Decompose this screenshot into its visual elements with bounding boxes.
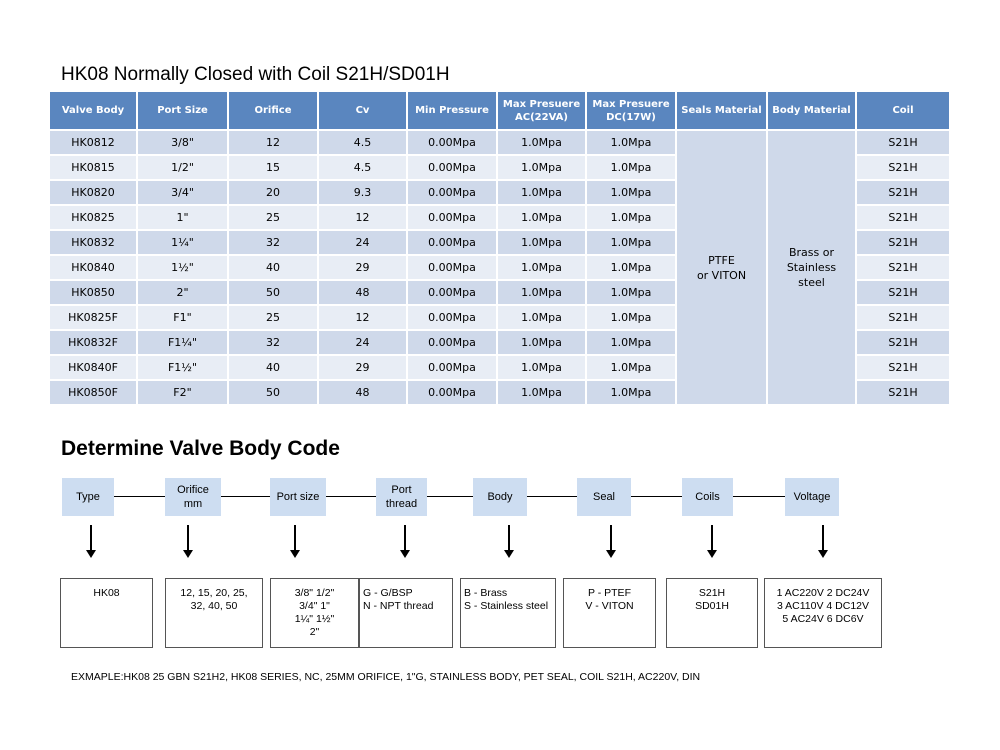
code-field-label: Port thread	[376, 478, 427, 516]
table-cell: 40	[229, 354, 319, 379]
connector-line	[733, 496, 785, 497]
arrow-down-icon	[183, 525, 193, 560]
table-cell: S21H	[857, 279, 949, 304]
table-cell: 0.00Mpa	[408, 229, 498, 254]
table-cell: 1.0Mpa	[587, 254, 677, 279]
table-cell: HK0815	[50, 154, 138, 179]
table-cell: 1.0Mpa	[587, 354, 677, 379]
column-header: Valve Body	[50, 92, 138, 129]
table-cell: HK0825F	[50, 304, 138, 329]
table-cell: 1.0Mpa	[587, 304, 677, 329]
table-cell: 25	[229, 304, 319, 329]
code-field-label: Voltage	[785, 478, 839, 516]
column-header: Max Presuere AC(22VA)	[498, 92, 587, 129]
table-cell: 25	[229, 204, 319, 229]
connector-line	[326, 496, 376, 497]
table-cell: HK0820	[50, 179, 138, 204]
code-field-label: Orifice mm	[165, 478, 221, 516]
code-option-box: 12, 15, 20, 25, 32, 40, 50	[165, 578, 263, 648]
connector-line	[631, 496, 682, 497]
code-option-box: 3/8" 1/2" 3/4" 1" 1¼" 1½" 2"	[270, 578, 359, 648]
body-material-cell: Brass or Stainless steel	[768, 129, 857, 404]
table-cell: 0.00Mpa	[408, 279, 498, 304]
table-cell: 50	[229, 279, 319, 304]
column-header: Body Material	[768, 92, 857, 129]
table-cell: S21H	[857, 304, 949, 329]
code-field-label: Type	[62, 478, 114, 516]
table-cell: 20	[229, 179, 319, 204]
table-cell: 0.00Mpa	[408, 379, 498, 404]
table-cell: HK0825	[50, 204, 138, 229]
table-cell: 1.0Mpa	[498, 354, 587, 379]
table-cell: 1.0Mpa	[498, 204, 587, 229]
code-option-box: HK08	[60, 578, 153, 648]
column-header: Min Pressure	[408, 92, 498, 129]
table-cell: 0.00Mpa	[408, 329, 498, 354]
table-cell: 4.5	[319, 129, 408, 154]
seals-material-cell: PTFE or VITON	[677, 129, 768, 404]
table-cell: 40	[229, 254, 319, 279]
table-cell: 1.0Mpa	[498, 154, 587, 179]
table-cell: 29	[319, 254, 408, 279]
table-cell: 24	[319, 329, 408, 354]
column-header: Cv	[319, 92, 408, 129]
arrow-down-icon	[290, 525, 300, 560]
table-cell: 1½"	[138, 254, 229, 279]
connector-line	[527, 496, 577, 497]
table-cell: 12	[229, 129, 319, 154]
table-cell: 3/8"	[138, 129, 229, 154]
table-cell: F1½"	[138, 354, 229, 379]
table-cell: 32	[229, 329, 319, 354]
table-cell: S21H	[857, 329, 949, 354]
table-cell: HK0850F	[50, 379, 138, 404]
table-cell: 12	[319, 204, 408, 229]
code-option-box: B - Brass S - Stainless steel	[460, 578, 556, 648]
table-cell: S21H	[857, 379, 949, 404]
table-cell: 1.0Mpa	[587, 129, 677, 154]
arrow-down-icon	[707, 525, 717, 560]
table-cell: 1/2"	[138, 154, 229, 179]
table-cell: 1.0Mpa	[587, 279, 677, 304]
code-field-label: Coils	[682, 478, 733, 516]
table-cell: F1¼"	[138, 329, 229, 354]
table-cell: HK0812	[50, 129, 138, 154]
table-cell: 1.0Mpa	[498, 329, 587, 354]
table-cell: 1.0Mpa	[587, 179, 677, 204]
column-header: Coil	[857, 92, 949, 129]
table-cell: 1.0Mpa	[587, 154, 677, 179]
table-cell: F2"	[138, 379, 229, 404]
table-cell: 50	[229, 379, 319, 404]
arrow-down-icon	[400, 525, 410, 560]
code-field-label: Port size	[270, 478, 326, 516]
code-field-label: Body	[473, 478, 527, 516]
table-cell: F1"	[138, 304, 229, 329]
table-cell: 1.0Mpa	[498, 279, 587, 304]
table-cell: S21H	[857, 154, 949, 179]
table-cell: 1.0Mpa	[587, 329, 677, 354]
table-cell: 4.5	[319, 154, 408, 179]
table-cell: 1.0Mpa	[498, 129, 587, 154]
table-cell: 9.3	[319, 179, 408, 204]
table-cell: HK0850	[50, 279, 138, 304]
table-cell: S21H	[857, 229, 949, 254]
table-cell: 48	[319, 279, 408, 304]
connector-line	[427, 496, 473, 497]
page-title: HK08 Normally Closed with Coil S21H/SD01H	[61, 64, 450, 85]
arrow-down-icon	[606, 525, 616, 560]
table-cell: 0.00Mpa	[408, 129, 498, 154]
code-option-box: S21H SD01H	[666, 578, 758, 648]
table-cell: 1.0Mpa	[498, 304, 587, 329]
table-cell: HK0840F	[50, 354, 138, 379]
table-cell: HK0840	[50, 254, 138, 279]
table-cell: 1.0Mpa	[498, 179, 587, 204]
code-option-box: 1 AC220V 2 DC24V 3 AC110V 4 DC12V 5 AC24V 6 DC6V	[764, 578, 882, 648]
table-cell: S21H	[857, 254, 949, 279]
code-option-box: G - G/BSP N - NPT thread	[359, 578, 453, 648]
column-header: Orifice	[229, 92, 319, 129]
table-cell: 32	[229, 229, 319, 254]
table-cell: HK0832	[50, 229, 138, 254]
table-cell: 24	[319, 229, 408, 254]
table-cell: S21H	[857, 204, 949, 229]
table-cell: 1.0Mpa	[587, 229, 677, 254]
example-text: EXMAPLE:HK08 25 GBN S21H2, HK08 SERIES, NC, 25MM ORIFICE, 1"G, STAINLESS BODY, PET SEAL, COIL S21H, AC220V, DIN	[71, 671, 701, 683]
table-cell: S21H	[857, 129, 949, 154]
connector-line	[221, 496, 270, 497]
table-cell: 3/4"	[138, 179, 229, 204]
table-cell: 15	[229, 154, 319, 179]
code-option-box: P - PTEF V - VITON	[563, 578, 656, 648]
table-cell: 48	[319, 379, 408, 404]
table-cell: S21H	[857, 179, 949, 204]
arrow-down-icon	[504, 525, 514, 560]
table-cell: HK0832F	[50, 329, 138, 354]
column-header: Max Presuere DC(17W)	[587, 92, 677, 129]
table-cell: 0.00Mpa	[408, 204, 498, 229]
table-cell: 1"	[138, 204, 229, 229]
arrow-down-icon	[818, 525, 828, 560]
table-cell: S21H	[857, 354, 949, 379]
table-cell: 0.00Mpa	[408, 304, 498, 329]
table-cell: 0.00Mpa	[408, 354, 498, 379]
table-cell: 1.0Mpa	[587, 379, 677, 404]
table-cell: 0.00Mpa	[408, 254, 498, 279]
table-cell: 0.00Mpa	[408, 179, 498, 204]
section-title: Determine Valve Body Code	[61, 437, 340, 460]
table-cell: 0.00Mpa	[408, 154, 498, 179]
table-cell: 1¼"	[138, 229, 229, 254]
connector-line	[114, 496, 165, 497]
table-cell: 2"	[138, 279, 229, 304]
column-header: Seals Material	[677, 92, 768, 129]
table-cell: 1.0Mpa	[498, 379, 587, 404]
table-cell: 12	[319, 304, 408, 329]
table-cell: 29	[319, 354, 408, 379]
code-field-label: Seal	[577, 478, 631, 516]
table-cell: 1.0Mpa	[498, 254, 587, 279]
arrow-down-icon	[86, 525, 96, 560]
table-cell: 1.0Mpa	[587, 204, 677, 229]
table-cell: 1.0Mpa	[498, 229, 587, 254]
column-header: Port Size	[138, 92, 229, 129]
